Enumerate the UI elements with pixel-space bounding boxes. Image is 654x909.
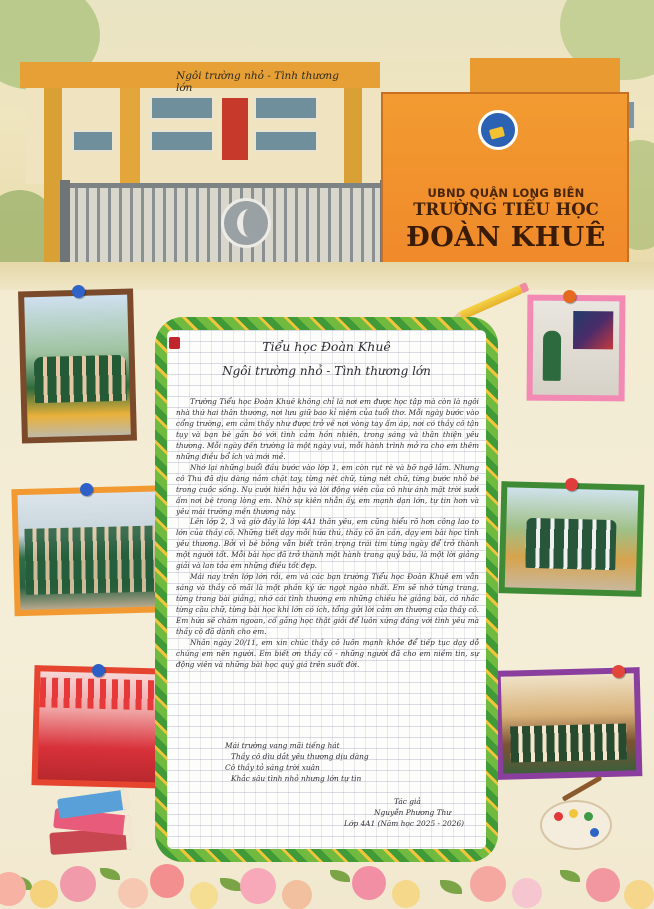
photo-frame-green [499, 481, 645, 597]
pencil-icon [459, 285, 523, 320]
window [254, 96, 318, 120]
window [72, 130, 114, 152]
students-group [510, 723, 627, 762]
letter-paragraph: Lên lớp 2, 3 và giờ đây là lớp 4A1 thân yêu, em cũng hiểu rõ hơn công lao to lớn của thầy cô. Những tiết dạy mỗi hứa thú, thầy cô ân cần, dạy em bài học tình yêu thương. Bởi vì bé bỏng vẫn biết trân trọng trái tim từng ngày để trở thành một người tốt. Mỗi bài học đã trở thành một hành trang quý báu, là một lời giảng giải và lan tỏa em những điều tốt đẹp. [176, 517, 479, 571]
pin-icon [72, 285, 85, 298]
header-slogan: Ngôi trường nhỏ - Tình thương lớn [176, 70, 339, 94]
school-header-painting [0, 0, 654, 290]
class-photo-festival [38, 671, 171, 782]
signature-label: Tác giả [394, 797, 421, 806]
pin-icon [565, 478, 578, 491]
letter-paragraph: Trường Tiểu học Đoàn Khuê không chỉ là nơi em được học tập mà còn là ngôi nhà thứ hai thân thương, nơi lưu giữ bao kỉ niệm của tuổi thơ. Mỗi ngày bước vào cổng trường, em cảm thấy như được trở về nơi vòng tay ấm áp, nơi có thầy cô tận tụy và bạn bè gắn bó với tình cảm hồn nhiên, trong sáng và thân thiện yêu thương. Mỗi ngày đến trường là một ngày vui, mỗi hành trình mở ra cho em thêm những điều bổ ích và mới mẻ. [176, 397, 479, 461]
letter-paragraph: Nhân ngày 20/11, em xin chúc thầy cô luôn mạnh khỏe để tiếp tục dạy dỗ chúng em nên người. Em biết ơn thầy cô - những người đã cho em niềm tin, sự động viên và những bài học quý giá trên suốt đời. [176, 637, 479, 669]
school-banner [222, 98, 248, 160]
window [150, 130, 214, 152]
gate-post [60, 180, 70, 270]
sign-school-type: TRƯỜNG TIỂU HỌC [413, 200, 599, 219]
pin-icon [563, 290, 576, 303]
letter-poem [225, 741, 405, 785]
signature-name: Nguyễn Phương Thư [374, 808, 452, 817]
signature-class: Lớp 4A1 (Năm học 2025 - 2026) [344, 819, 465, 828]
letter-paragraph: Mái nay trên lớp lớn rồi, em và các bạn trường Tiểu học Đoàn Khuê em vẫn sáng và thầy cô mãi là một phần ký ức ngọt ngào nhất. Em sẽ nhớ từng trang, từng trang bài giảng, nhớ cái tình thương em những chiều hè giảng bài, cô nhắc từng câu chữ, từng bài học khi lớn có ích, tổng gửi lời cảm ơn thương của thầy cô. Em hứa sẽ chăm ngoan, cố gắng học thật giỏi để luôn xứng đáng với tình yêu mà thầy cô đã dành cho em. [176, 572, 479, 637]
letter-title: Tiểu học Đoàn Khuê [262, 339, 391, 354]
letter-subtitle: Ngôi trường nhỏ - Tình thương lớn [222, 364, 431, 378]
lanterns [39, 677, 170, 710]
ground [0, 262, 654, 290]
book-icon [169, 337, 180, 349]
gate-emblem-icon [221, 198, 271, 248]
pin-icon [80, 483, 93, 496]
building-roof [470, 58, 620, 94]
poem-line: Thầy cô dìu dắt yêu thương dịu dàng [231, 751, 369, 761]
photo-frame-brown [18, 289, 137, 444]
students-group [24, 525, 172, 595]
poem-line: Khắc sâu tình nhỏ nhưng lớn tự tin [231, 773, 362, 783]
letter-body [176, 397, 479, 671]
poem-line: Cô thầy tỏ sáng trời xuân [225, 762, 320, 772]
photo-frame-purple [495, 667, 643, 780]
building-pillar [120, 88, 140, 188]
window [150, 96, 214, 120]
books-icon [46, 790, 138, 860]
paint-palette-icon [540, 800, 612, 850]
flower-border [0, 858, 654, 909]
letter-signature [344, 796, 484, 829]
painting-board [573, 311, 613, 349]
students-group [525, 518, 616, 570]
pin-icon [612, 665, 625, 678]
student-with-painting-photo [533, 301, 620, 396]
class-photo-schoolyard [505, 487, 639, 590]
class-photo-stage [501, 673, 636, 773]
photo-frame-pink [527, 295, 626, 402]
student [543, 331, 561, 381]
paint-brush-icon [562, 775, 603, 801]
pin-icon [92, 664, 105, 677]
sign-district: UBND QUẬN LONG BIÊN [427, 186, 585, 200]
school-logo-icon [478, 110, 518, 150]
window [254, 130, 318, 152]
poem-line: Mái trường vang mãi tiếng hát [225, 741, 340, 750]
sign-school-name: ĐOÀN KHUÊ [406, 222, 606, 253]
students-group [34, 355, 127, 403]
class-photo-outdoor [24, 295, 131, 438]
letter-paragraph: Nhớ lại những buổi đầu bước vào lớp 1, em còn rụt rè và bỡ ngỡ lắm. Nhưng cô Thu đã dịu dàng nắm chặt tay, từng nét chữ, từng nét chữ, từng bước nhỏ bé trong cuộc sống. Nụ cười hiền hậu và lời động viên của cô như ánh mặt trời sưởi ấm nơi bé trong lòng em. Nhờ sự kiên nhẫn ấy, em mạnh dạn lớn, tự tin hơn và yêu mái trường mến thương này. [176, 462, 479, 516]
